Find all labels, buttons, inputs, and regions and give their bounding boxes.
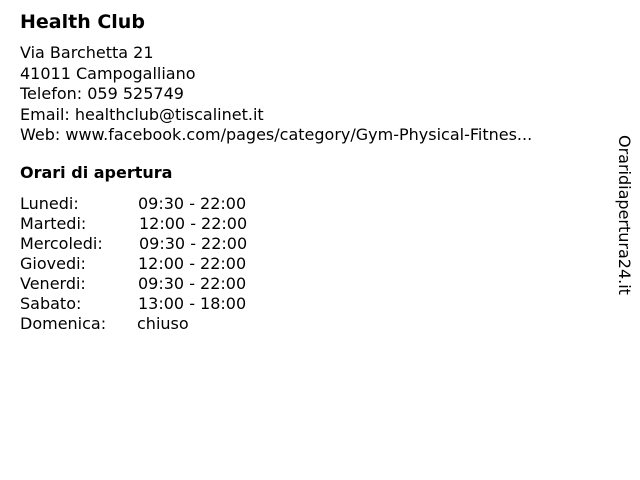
day-label: Lunedi: [20,194,79,213]
time-value: 09:30 - 22:00 [138,194,247,213]
time-value: 12:00 - 22:00 [138,254,247,273]
day-label: Mercoledi: [20,234,103,253]
day-label: Giovedi: [20,254,86,273]
day-label: Venerdi: [20,274,86,293]
opening-hours-heading: Orari di apertura [20,163,173,182]
site-watermark: Oraridiapertura24.it [615,135,634,295]
address-street: Via Barchetta 21 [20,43,154,62]
phone-text: Telefon: 059 525749 [20,84,184,103]
day-label: Domenica: [20,314,107,333]
day-label: Sabato: [20,294,82,313]
website-text: Web: www.facebook.com/pages/category/Gym-Physical-Fitnes... [20,125,533,144]
time-value: chiuso [137,314,189,333]
day-label: Martedi: [20,214,87,233]
contact-block [20,43,532,146]
time-value: 09:30 - 22:00 [138,274,247,293]
address-city: 41011 Campogalliano [20,63,196,83]
business-name: Health Club [20,11,145,33]
time-value: 13:00 - 18:00 [138,294,247,313]
email-text: Email: healthclub@tiscalinet.it [20,104,264,124]
time-value: 12:00 - 22:00 [139,214,248,233]
time-value: 09:30 - 22:00 [139,234,248,253]
